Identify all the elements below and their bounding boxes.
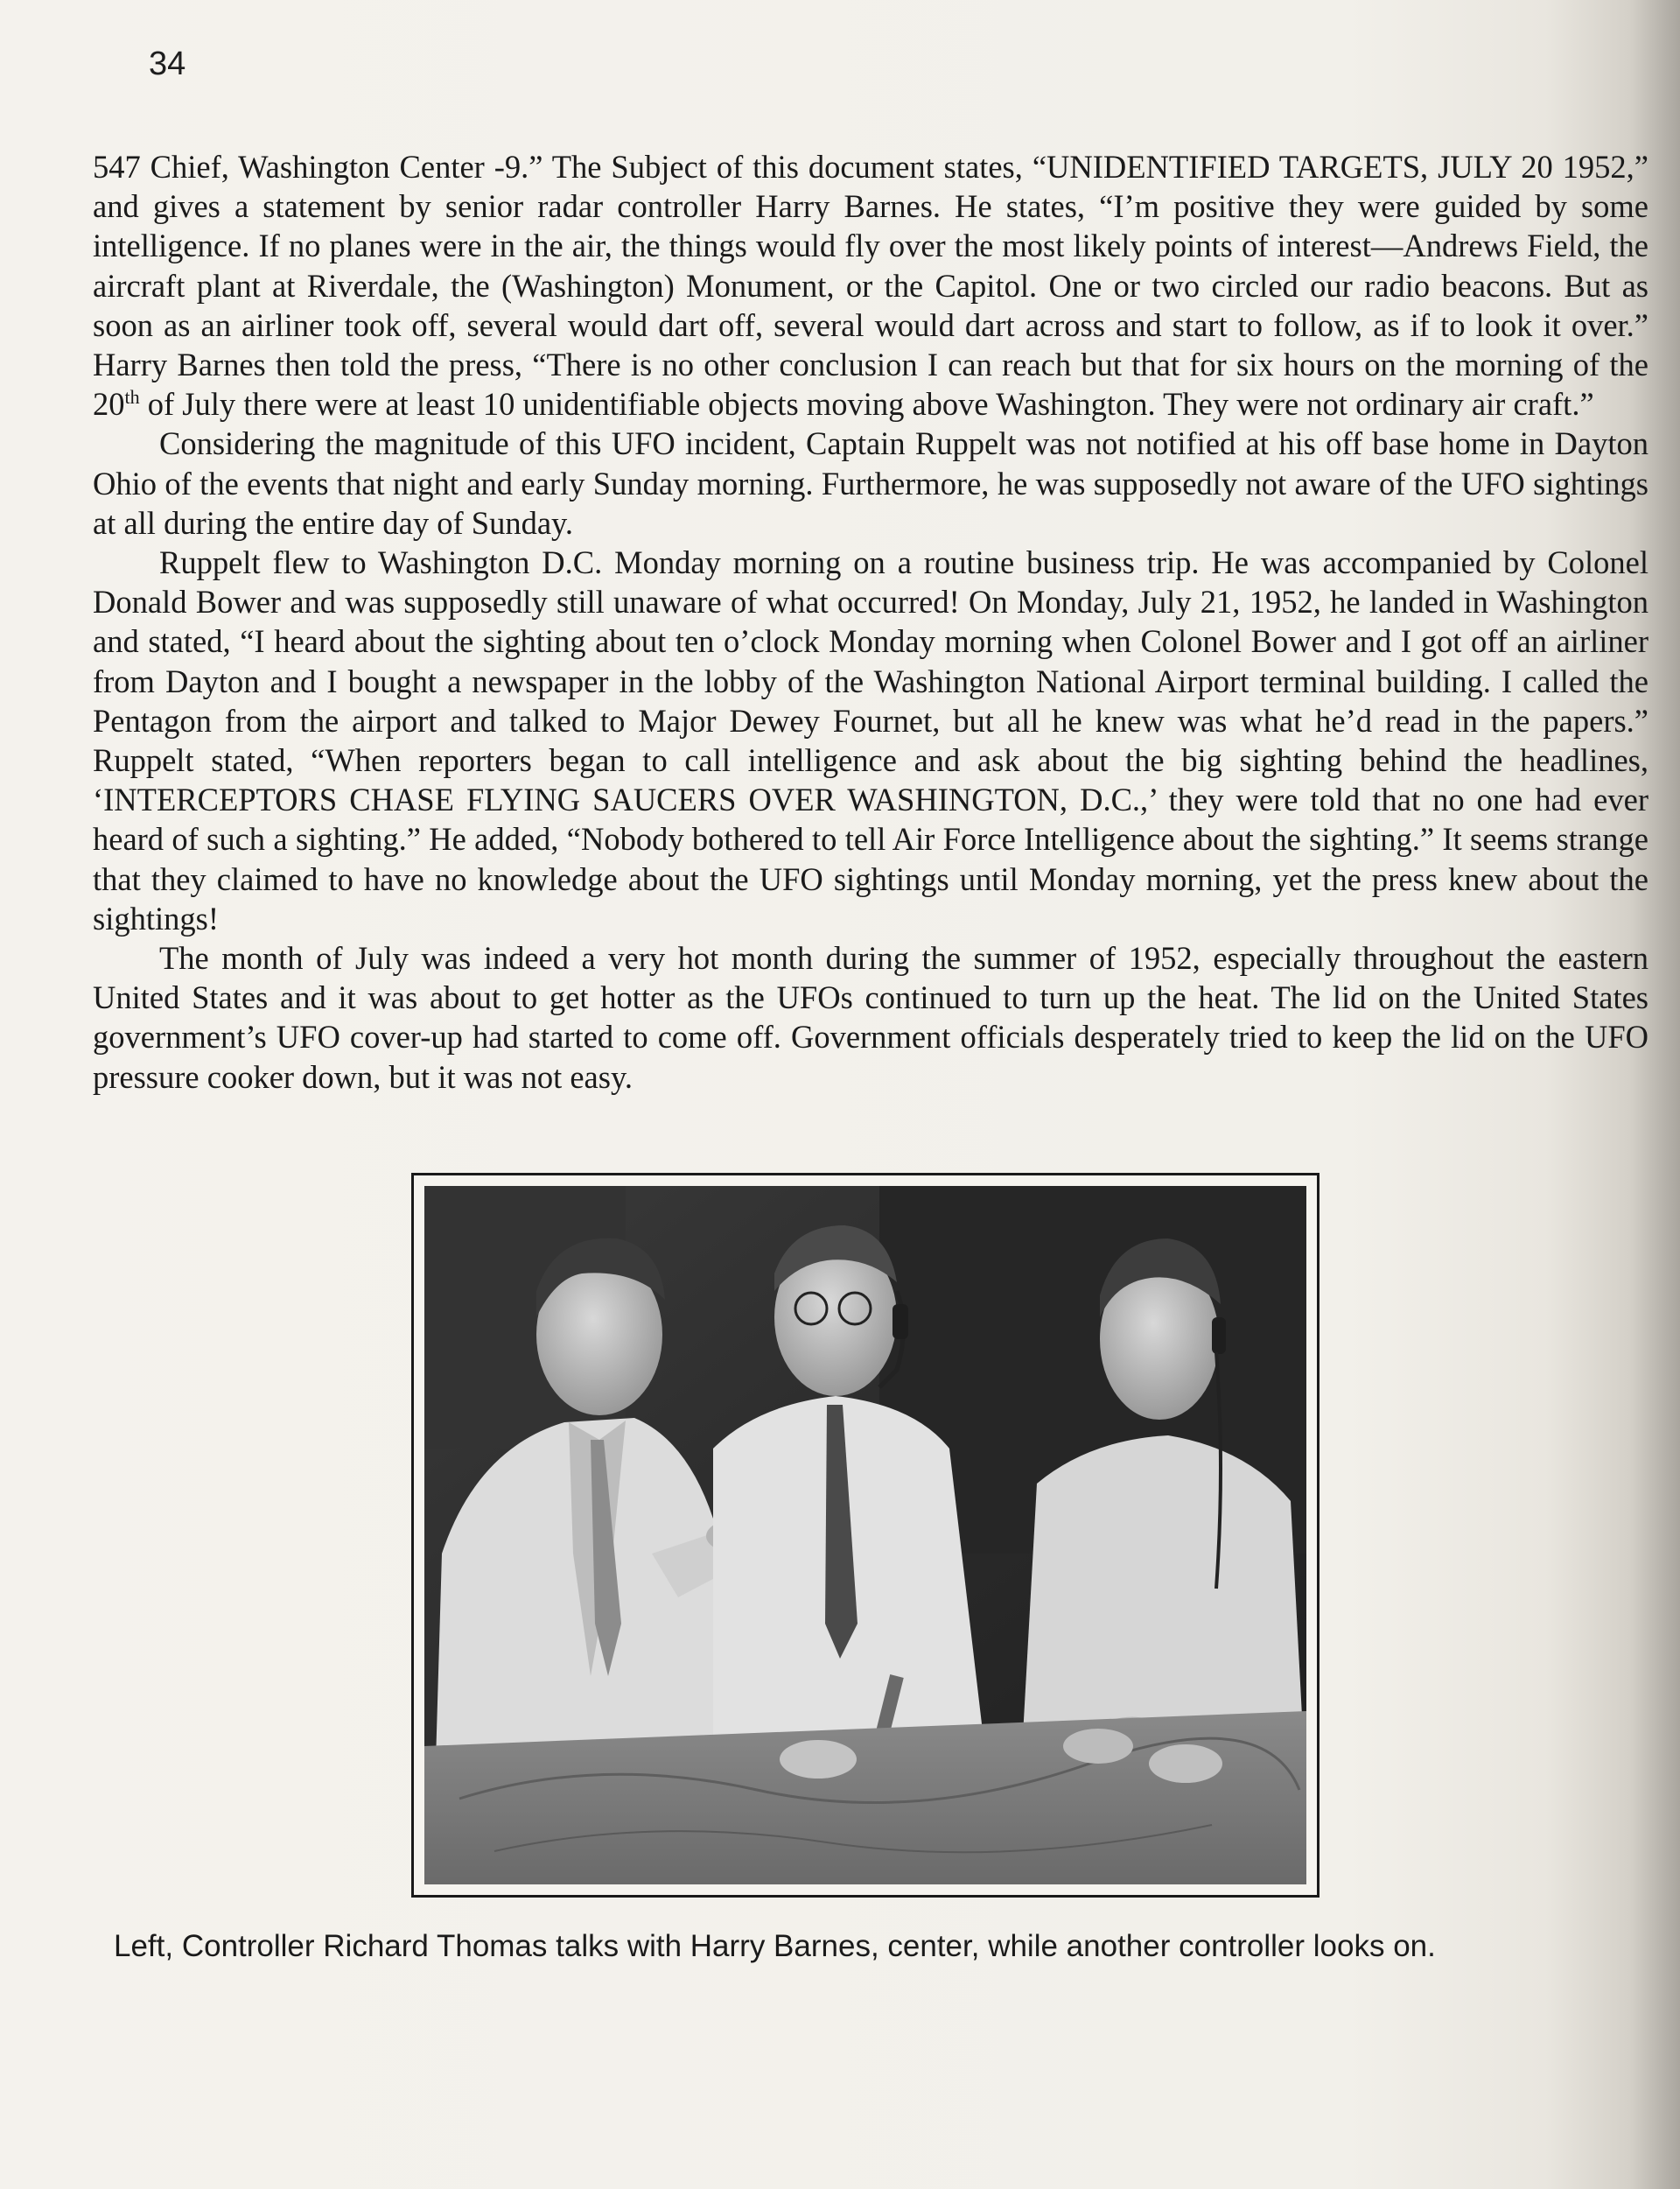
paragraph-1 xyxy=(93,147,1648,424)
photo-frame xyxy=(411,1173,1320,1898)
controllers-photo-image xyxy=(424,1186,1306,1884)
photo-illustration xyxy=(424,1186,1306,1884)
paragraph-1-text-before: 547 Chief, Washington Center -9.” The Subject of this document states, “UNIDENTIFIED TARGETS, JULY 20 1952,” and gives a statement by senior radar controller Harry Barnes. He states, “I’m positive they were guided by some intelligence. If no planes were in the air, the things would fly over the most likely points of interest—Andrews Field, the aircraft plant at Riverdale, the (Washington) Monument, or the Capitol. One or two circled our radio beacons. But as soon as an airliner took off, several would dart off, several would dart across and start to follow, as if to look it over.” Harry Barnes then told the press, “There is no other conclusion I can reach but that for six hours on the morning of the 20 xyxy=(93,149,1648,423)
paragraph-4: The month of July was indeed a very hot month during the summer of 1952, especially throughout the eastern United States and it was about to get hotter as the UFOs continued to turn up the heat. The lid on the United States government’s UFO cover-up had started to come off. Government officials desperately tried to keep the lid on the UFO pressure cooker down, but it was not easy. xyxy=(93,940,1648,1095)
ordinal-superscript: th xyxy=(124,386,140,409)
body-text xyxy=(93,147,1648,1097)
paragraph-2: Considering the magnitude of this UFO incident, Captain Ruppelt was not notified at his off base home in Dayton Ohio of the events that night and early Sunday morning. Furthermore, he was supposedly not aware of the UFO sightings at all during the entire day of Sunday. xyxy=(93,425,1648,541)
page-number: 34 xyxy=(149,46,186,82)
paragraph-1-text-after: of July there were at least 10 unidentifiable objects moving above Washington. They were not ordinary air craft.” xyxy=(139,386,1594,423)
paragraph-3: Ruppelt flew to Washington D.C. Monday morning on a routine business trip. He was accompanied by Colonel Donald Bower and was supposedly still unaware of what occurred! On Monday, July 21, 1952, he landed in Washington and stated, “I heard about the sighting about ten o’clock Monday morning when Colonel Bower and I got off an airliner from Dayton and I bought a newspaper in the lobby of the Washington National Airport terminal building. I called the Pentagon from the airport and talked to Major Dewey Fournet, but all he knew was what he’d read in the papers.” Ruppelt stated, “When reporters began to call intelligence and ask about the big sighting behind the headlines, ‘INTERCEPTORS CHASE FLYING SAUCERS OVER WASHINGTON, D.C.,’ they were told that no one had ever heard of such a sighting.” He added, “Nobody bothered to tell Air Force Intelligence about the sighting.” It seems strange that they claimed to have no knowledge about the UFO sightings until Monday morning, yet the press knew about the sightings! xyxy=(93,544,1648,937)
photo-caption: Left, Controller Richard Thomas talks with Harry Barnes, center, while another controller looks on. xyxy=(114,1929,1436,1963)
